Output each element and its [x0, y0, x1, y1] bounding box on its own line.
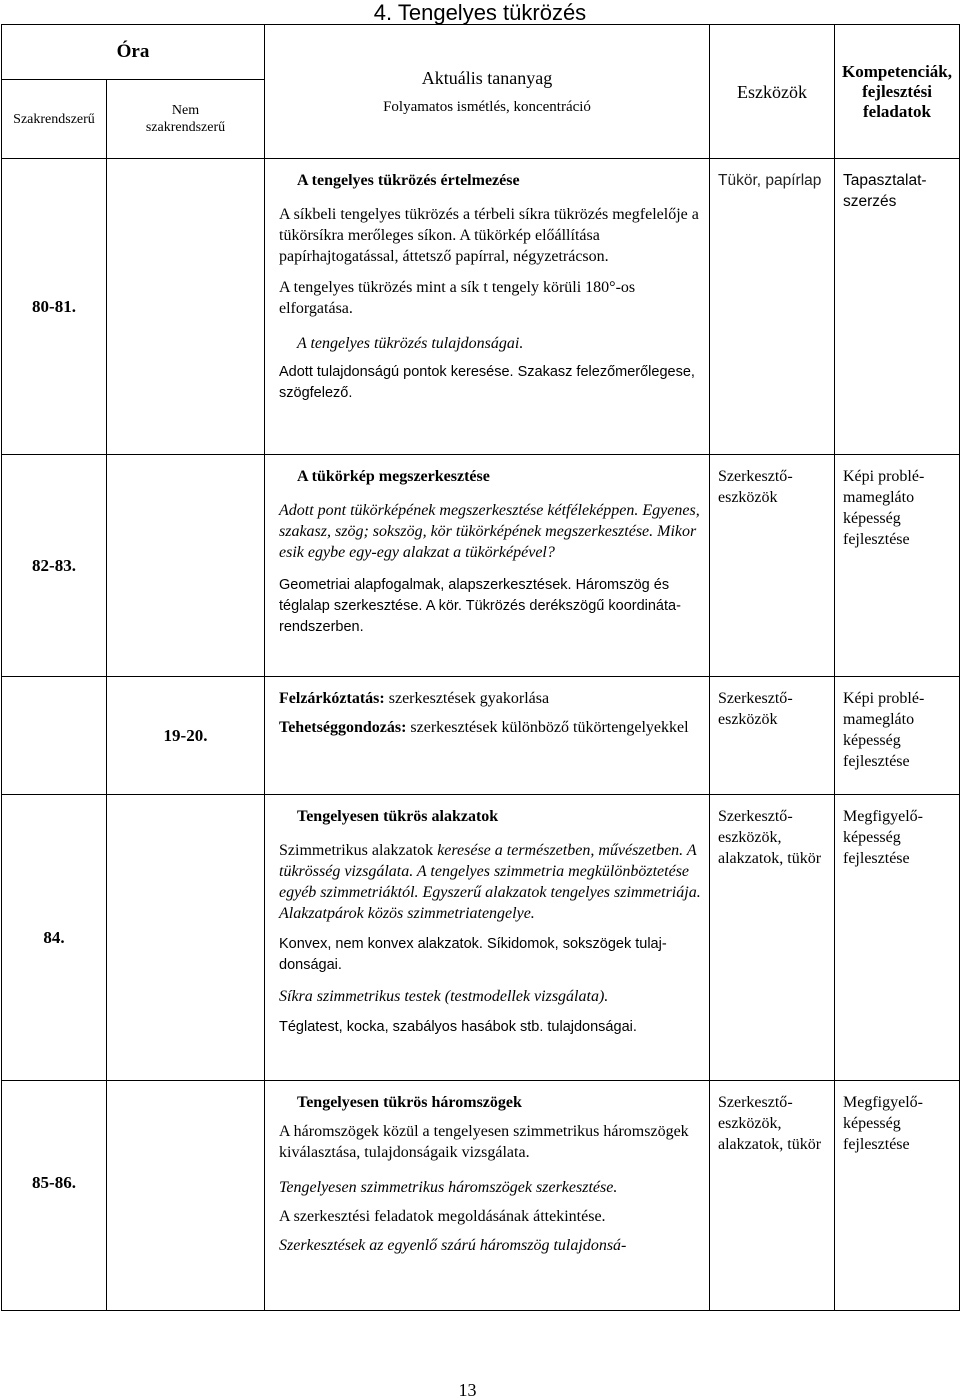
empty-cell: [107, 455, 265, 677]
talent-label: Tehetséggondozás:: [279, 719, 407, 736]
tools-cell: Szerkesztőeszközök: [710, 455, 835, 677]
tools-cell: Szerkesztőeszközök: [710, 677, 835, 795]
lesson-number: 85-86.: [2, 1081, 107, 1311]
header-eszkozok: Eszközök: [710, 25, 835, 159]
header-aktualis: Aktuális tananyag: [421, 68, 553, 88]
topic-text: A tengelyes tükrözés mint a sík t tengely körüli 180°-os elforgatása.: [279, 279, 636, 317]
topic-text: A háromszögek közül a tengelyesen szimmetrikus háromszögek kiválasztása, tulajdonságaik vizsgálata.: [279, 1123, 689, 1161]
competence-cell: Képi problémamegláto képesség fejlesztése: [835, 455, 960, 677]
topic-subheading: A tengelyes tükrözés tulajdonságai.: [297, 335, 524, 352]
topic-heading: Tengelyesen tükrös háromszögek: [297, 1094, 522, 1111]
empty-cell: [107, 795, 265, 1081]
empty-cell: [107, 159, 265, 455]
topic-text: Tengelyesen szimmetrikus háromszögek szerkesztése.: [279, 1179, 618, 1196]
page-number: 13: [458, 1380, 477, 1400]
topic-text: Szerkesztések az egyenlő szárú háromszög tulajdonsá-: [279, 1237, 627, 1254]
topic-heading: Tengelyesen tükrös alakzatok: [297, 808, 499, 825]
topic-text: A síkbeli tengelyes tükrözés a térbeli síkra tükrözés megfelelője a tükörsíkra merőleges síkon. A tükörkép előállítása papírhajtogatással, áttetsző papírral, négyzetrácson.: [279, 206, 699, 265]
table-row: [2, 455, 960, 677]
topic-cell: [265, 159, 710, 455]
header-szakrendszeru: Szakrendszerű: [2, 80, 107, 159]
competence-cell: Megfigyelőképesség fejlesztése: [835, 795, 960, 1081]
header-ora: Óra: [2, 25, 265, 80]
tools-cell: Tükör, papírlap: [710, 159, 835, 455]
lesson-number: 84.: [2, 795, 107, 1081]
catch-up-text: szerkesztések gyakorlása: [384, 690, 550, 707]
topic-text: [279, 840, 701, 924]
curriculum-table: [1, 24, 960, 1311]
header-nem-szakrendszeru: Nem szakrendszerű: [107, 80, 265, 159]
topic-text: Geometriai alapfogalmak, alapszerkesztések. Háromszög és téglalap szerkesztése. A kör. Tükrözés derékszögű koordináta-rendszerben.: [279, 577, 681, 635]
table-row: [2, 159, 960, 455]
topic-text: Síkra szimmetrikus testek (testmodellek vizsgálata).: [279, 988, 609, 1005]
topic-text: Téglatest, kocka, szabályos hasábok stb. tulajdonságai.: [279, 1019, 637, 1035]
header-row-1: [2, 25, 960, 80]
topic-text-rest: keresése a természetben, művészetben. A tükrösség vizsgálata. A tengelyes szimmetria megkülönböztetése egyéb szimmetriáktól. Egyszerű alakzatok tengelyes szimmetriája. Alakzatpárok közös szimmetriatengelye.: [279, 842, 701, 922]
empty-cell: [2, 677, 107, 795]
topic-cell: [265, 1081, 710, 1311]
page-title: 4. Tengelyes tükrözés: [373, 0, 587, 25]
tools-cell: Szerkesztőeszközök, alakzatok, tükör: [710, 1081, 835, 1311]
catch-up-line: [279, 688, 701, 709]
header-folyamatos: Folyamatos ismétlés, koncentráció: [383, 99, 591, 115]
table-row: [2, 677, 960, 795]
competence-cell: Tapasztalatszerzés: [835, 159, 960, 455]
topic-heading: A tükörkép megszerkesztése: [297, 468, 490, 485]
lesson-number: 82-83.: [2, 455, 107, 677]
table-row: [2, 795, 960, 1081]
topic-text-lead: Szimmetrikus alakzatok: [279, 842, 434, 859]
topic-text: Adott tulajdonságú pontok keresése. Szakasz felezőmerőlegese, szögfelező.: [279, 364, 695, 401]
talent-line: [279, 717, 701, 738]
catch-up-label: Felzárkóztatás:: [279, 690, 385, 707]
topic-cell: [265, 677, 710, 795]
empty-cell: [107, 1081, 265, 1311]
competence-cell: Megfigyelőképesség fejlesztése: [835, 1081, 960, 1311]
header-kompetenciak: Kompetenciák, fejlesztési feladatok: [835, 25, 960, 159]
competence-cell: Képi problémamegláto képesség fejlesztése: [835, 677, 960, 795]
topic-text: Adott pont tükörképének megszerkesztése kétféleképpen. Egyenes, szakasz, szög; sokszög, kör tükörképének megszerkesztése. Mikor esik egybe egy-egy alakzat a tükörképével?: [279, 502, 700, 561]
lesson-number: 80-81.: [2, 159, 107, 455]
topic-text: A szerkesztési feladatok megoldásának áttekintése.: [279, 1208, 606, 1225]
topic-cell: [265, 795, 710, 1081]
lesson-number: 19-20.: [107, 677, 265, 795]
tools-cell: Szerkesztőeszközök, alakzatok, tükör: [710, 795, 835, 1081]
topic-heading: A tengelyes tükrözés értelmezése: [297, 172, 520, 189]
topic-text: Konvex, nem konvex alakzatok. Síkidomok, sokszögek tulajdonságai.: [279, 936, 667, 973]
header-aktualis-tananyag: [265, 25, 710, 159]
topic-cell: [265, 455, 710, 677]
talent-text: szerkesztések különböző tükörtengelyekkel: [406, 719, 689, 736]
table-row: [2, 1081, 960, 1311]
